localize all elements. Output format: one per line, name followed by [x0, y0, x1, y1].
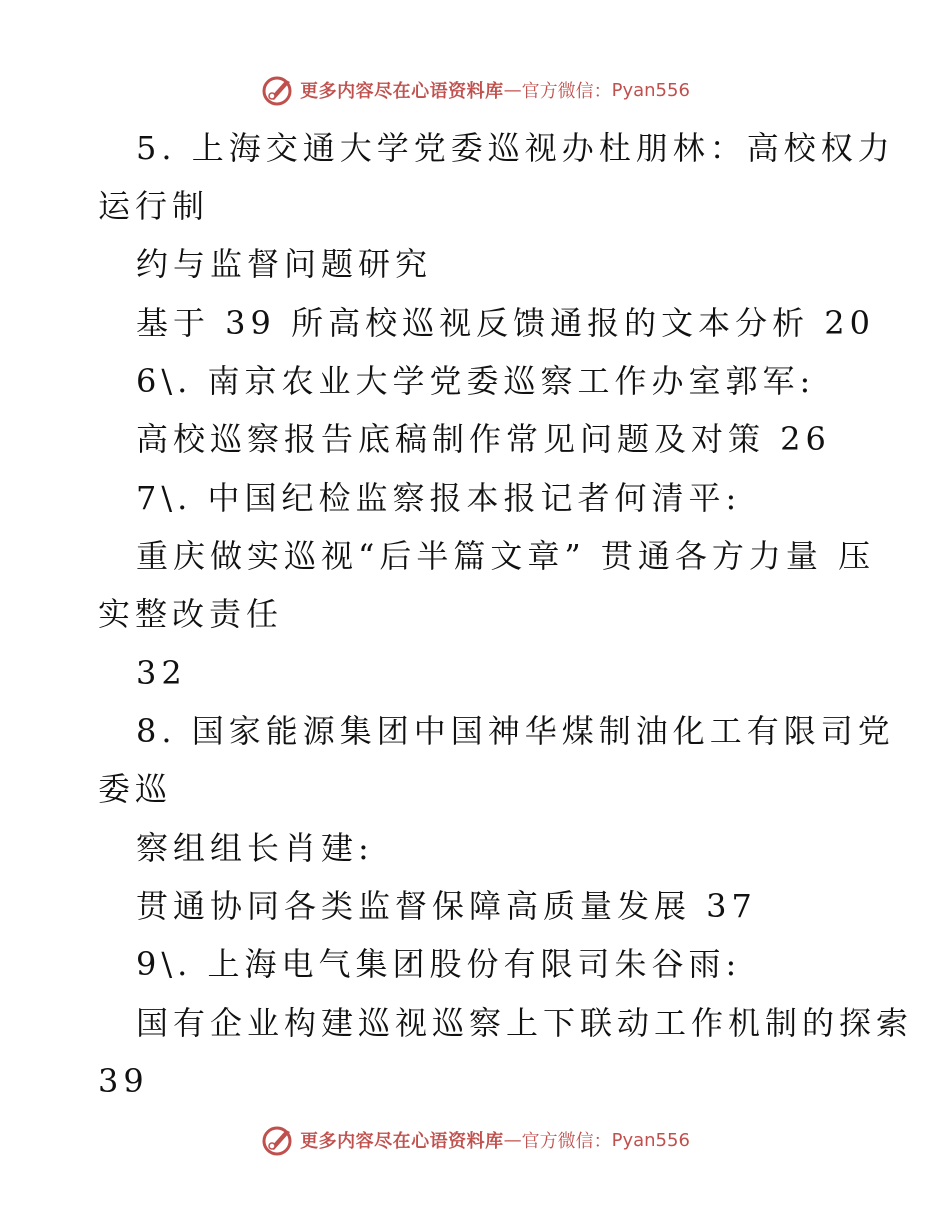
- watermark-separator: —: [503, 1129, 522, 1151]
- toc-line: 重庆做实巡视“后半篇文章” 贯通各方力量 压: [136, 537, 876, 575]
- toc-line: 委巡: [98, 770, 173, 808]
- toc-line: 39: [98, 1062, 149, 1100]
- toc-line: 6\. 南京农业大学党委巡察工作办室郭军:: [136, 362, 816, 400]
- toc-line: 5. 上海交通大学党委巡视办杜朋林：高校权力: [136, 129, 895, 167]
- toc-line: 察组组长肖建:: [136, 829, 374, 867]
- pen-logo-icon: [260, 72, 296, 108]
- toc-line: 高校巡察报告底稿制作常见问题及对策 26: [136, 420, 831, 458]
- toc-line: 国有企业构建巡视巡察上下联动工作机制的探索: [136, 1004, 914, 1042]
- toc-line: 7\. 中国纪检监察报本报记者何清平:: [136, 479, 742, 517]
- watermark-contact-label: 官方微信：: [521, 1131, 612, 1152]
- toc-line: 基于 39 所高校巡视反馈通报的文本分析 20: [136, 304, 875, 342]
- toc-line: 32: [136, 654, 187, 692]
- pen-logo-icon: [260, 1122, 296, 1158]
- header-watermark: [0, 70, 950, 110]
- watermark-separator: —: [503, 79, 522, 101]
- toc-line: 约与监督问题研究: [136, 245, 433, 283]
- watermark-contact-id: Pyan556: [611, 79, 690, 101]
- toc-line: 运行制: [98, 187, 210, 225]
- watermark-contact-label: 官方微信：: [521, 81, 612, 102]
- toc-line: 贯通协同各类监督保障高质量发展 37: [136, 887, 757, 925]
- watermark-text: 更多内容尽在心语资料库: [300, 1131, 504, 1152]
- footer-watermark: [0, 1120, 950, 1160]
- watermark-text: 更多内容尽在心语资料库: [300, 81, 504, 102]
- toc-line: 8. 国家能源集团中国神华煤制油化工有限司党: [136, 712, 895, 750]
- toc-line: 实整改责任: [98, 595, 284, 633]
- watermark-contact-id: Pyan556: [611, 1129, 690, 1151]
- toc-line: 9\. 上海电气集团股份有限司朱谷雨:: [136, 945, 742, 983]
